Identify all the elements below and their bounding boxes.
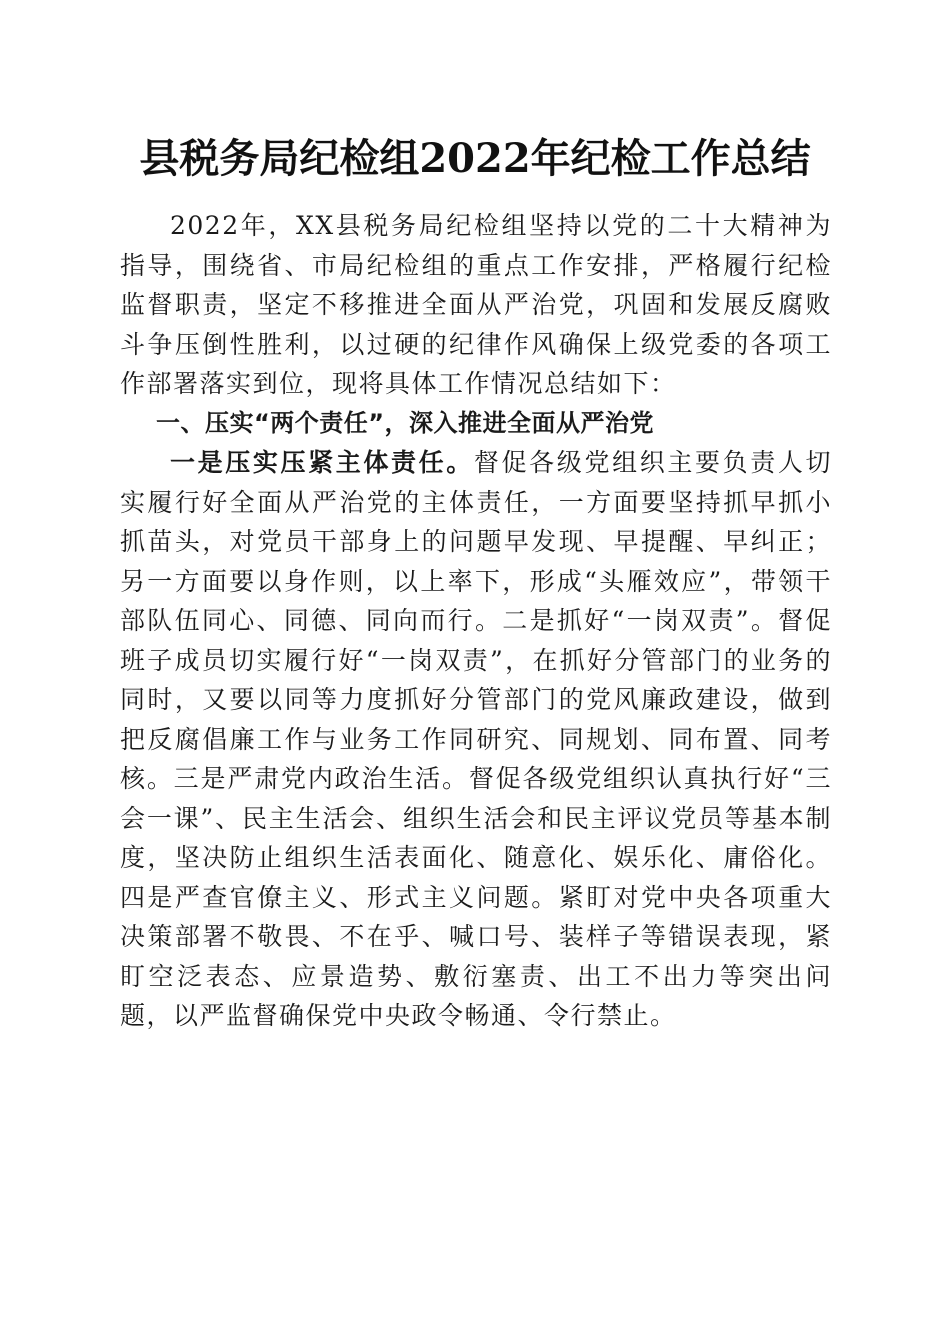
document-body xyxy=(120,206,832,1036)
document-title: 县税务局纪检组2022年纪检工作总结 xyxy=(139,135,811,182)
section-paragraph xyxy=(120,443,832,1036)
intro-paragraph: 2022年，XX县税务局纪检组坚持以党的二十大精神为指导，围绕省、市局纪检组的重点工作安排，严格履行纪检监督职责，坚定不移推进全面从严治党，巩固和发展反腐败斗争压倒性胜利，以过硬的纪律作风确保上级党委的各项工作部署落实到位，现将具体工作情况总结如下： xyxy=(120,211,832,398)
paragraph-lead: 一是压实压紧主体责任。 xyxy=(170,448,474,477)
section-heading: 一、压实“两个责任”，深入推进全面从严治党 xyxy=(156,408,655,437)
paragraph-body: 督促各级党组织主要负责人切实履行好全面从严治党的主体责任，一方面要坚持抓早抓小抓苗头，对党员干部身上的问题早发现、早提醒、早纠正；另一方面要以身作则，以上率下，形成“头雁效应”，带领干部队伍同心、同德、同向而行。二是抓好“一岗双责”。督促班子成员切实履行好“一岗双责”，在抓好分管部门的业务的同时，又要以同等力度抓好分管部门的党风廉政建设，做到把反腐倡廉工作与业务工作同研究、同规划、同布置、同考核。三是严肃党内政治生活。督促各级党组织认真执行好“三会一课”、民主生活会、组织生活会和民主评议党员等基本制度，坚决防止组织生活表面化、随意化、娱乐化、庸俗化。四是严查官僚主义、形式主义问题。紧盯对党中央各项重大决策部署不敬畏、不在乎、喊口号、装样子等错误表现，紧盯空泛表态、应景造势、敷衍塞责、出工不出力等突出问题，以严监督确保党中央政令畅通、令行禁止。 xyxy=(120,448,832,1030)
